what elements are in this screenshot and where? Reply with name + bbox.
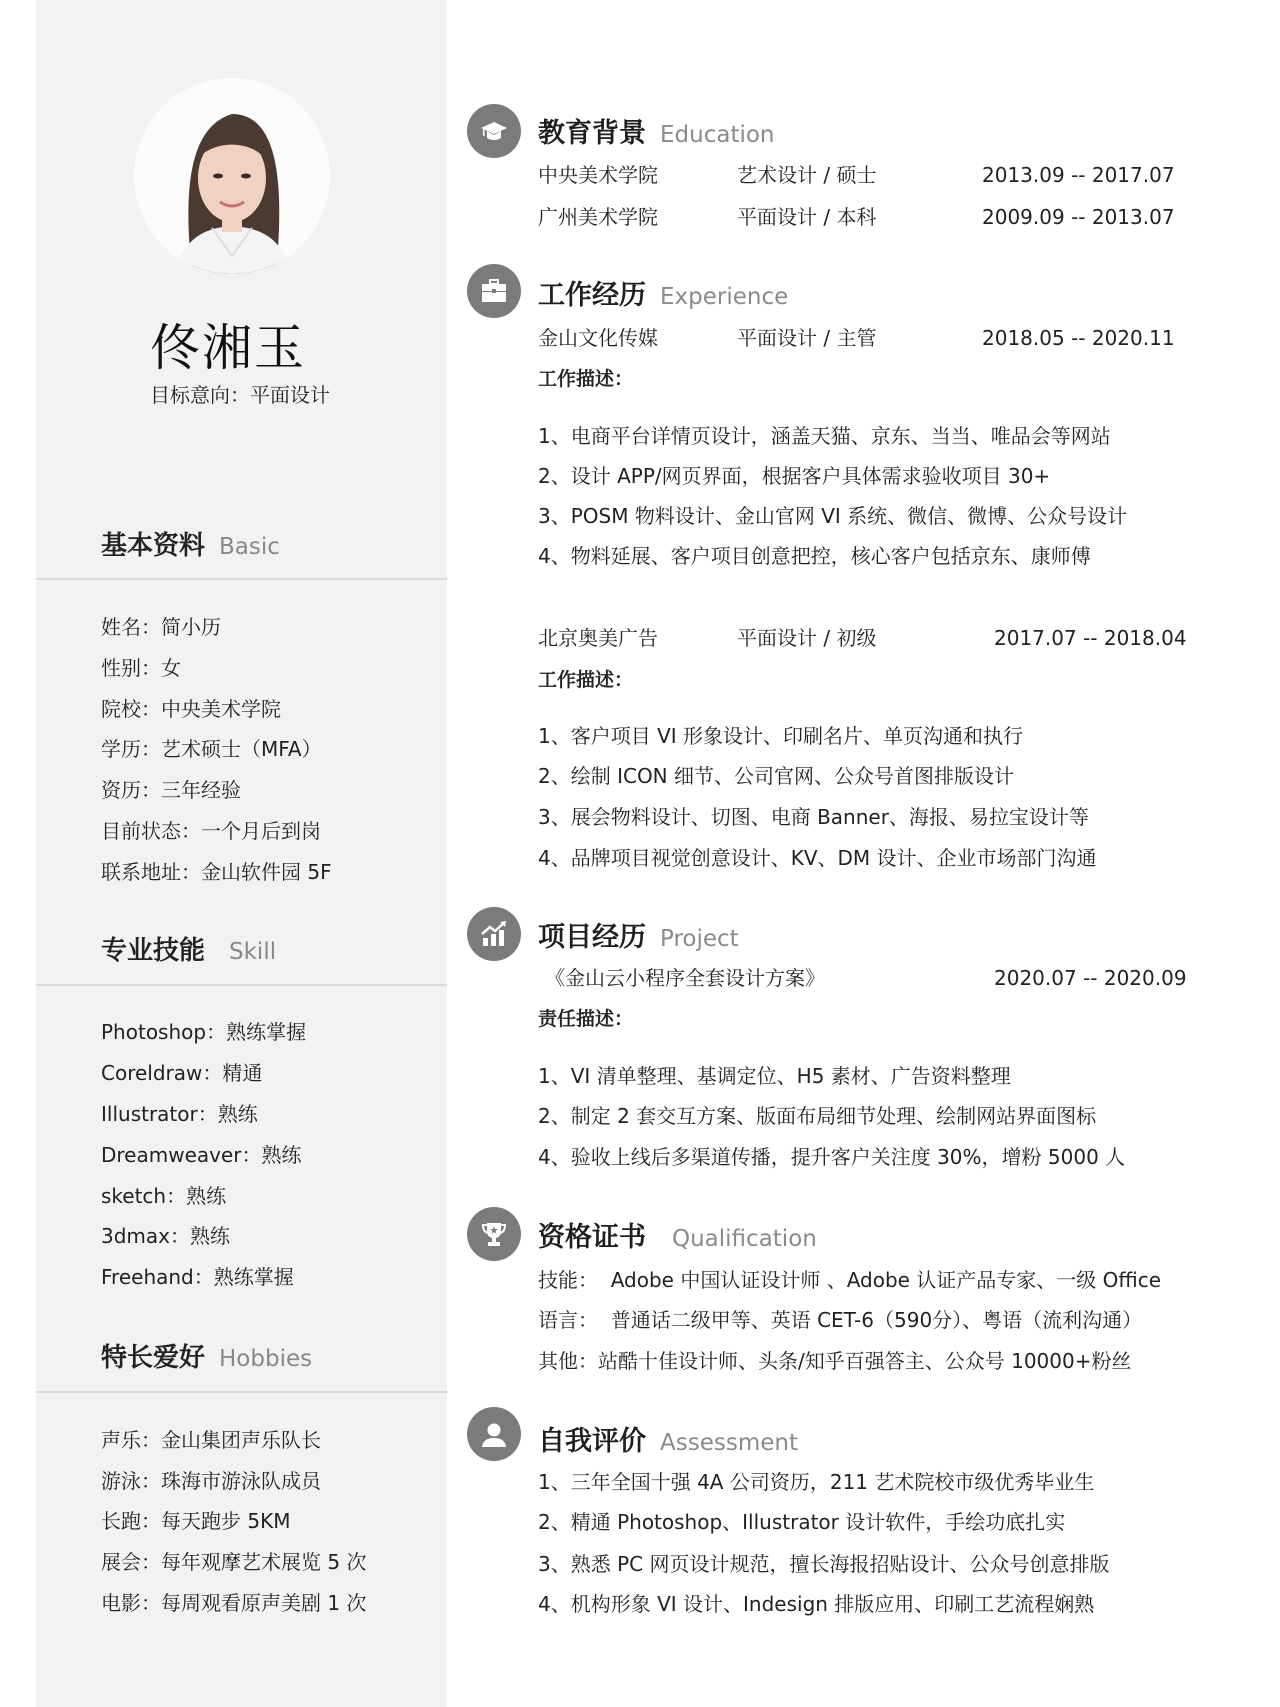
job-company: 金山文化传媒: [538, 326, 658, 350]
basic-item: 联系地址：金山软件园 5F: [101, 860, 332, 884]
target-position: 目标意向：平面设计: [150, 383, 330, 407]
education-date: 2013.09 -- 2017.07: [982, 163, 1175, 187]
job-company: 北京奥美广告: [538, 626, 658, 650]
assessment-heading: [538, 1425, 798, 1460]
basic-item: 学历：艺术硕士（MFA）: [101, 737, 322, 761]
skill-item: Freehand：熟练掌握: [101, 1265, 294, 1289]
job-desc-item: 1、电商平台详情页设计，涵盖天猫、京东、当当、唯品会等网站: [538, 424, 1111, 448]
qualification-heading: [538, 1221, 817, 1256]
chart-growth-icon: [467, 907, 521, 961]
assessment-title-en: Assessment: [660, 1430, 798, 1456]
education-major: 艺术设计 / 硕士: [737, 163, 877, 187]
project-date: 2020.07 -- 2020.09: [994, 966, 1187, 990]
skill-item: Coreldraw：精通: [101, 1061, 263, 1085]
hobby-item: 长跑：每天跑步 5KM: [101, 1509, 291, 1533]
hobbies-divider: [36, 1391, 447, 1393]
hobbies-section-heading: [101, 1341, 312, 1376]
hobbies-title-en: Hobbies: [219, 1346, 313, 1372]
education-school: 中央美术学院: [538, 163, 658, 187]
project-heading: [538, 921, 739, 956]
skill-section-heading: [101, 934, 276, 969]
project-desc-item: 2、制定 2 套交互方案、版面布局细节处理、绘制网站界面图标: [538, 1104, 1097, 1128]
hobby-item: 展会：每年观摩艺术展览 5 次: [101, 1550, 367, 1574]
education-school: 广州美术学院: [538, 205, 658, 229]
job-desc-item: 4、品牌项目视觉创意设计、KV、DM 设计、企业市场部门沟通: [538, 846, 1097, 870]
basic-title: 基本资料: [101, 531, 206, 561]
basic-item: 性别：女: [101, 656, 181, 680]
skill-item: 3dmax：熟练: [101, 1224, 230, 1248]
trophy-icon: [467, 1207, 521, 1261]
assessment-item: 1、三年全国十强 4A 公司资历，211 艺术院校市级优秀毕业生: [538, 1470, 1095, 1494]
job-desc-item: 1、客户项目 VI 形象设计、印刷名片、单页沟通和执行: [538, 724, 1024, 748]
hobby-item: 电影：每周观看原声美剧 1 次: [101, 1591, 367, 1615]
basic-item: 目前状态：一个月后到岗: [101, 819, 321, 843]
skill-divider: [36, 984, 447, 986]
qualification-item: 语言： 普通话二级甲等、英语 CET-6（590分）、粤语（流利沟通）: [538, 1308, 1143, 1332]
job-desc-item: 3、展会物料设计、切图、电商 Banner、海报、易拉宝设计等: [538, 805, 1089, 829]
education-title-en: Education: [660, 122, 775, 148]
education-title: 教育背景: [538, 118, 646, 149]
skill-item: Dreamweaver：熟练: [101, 1143, 302, 1167]
skill-title-en: Skill: [229, 939, 277, 965]
experience-title-en: Experience: [660, 284, 789, 310]
assessment-item: 2、精通 Photoshop、Illustrator 设计软件，手绘功底扎实: [538, 1510, 1066, 1534]
job-desc-item: 2、设计 APP/网页界面，根据客户具体需求验收项目 30+: [538, 464, 1051, 488]
project-name: 《金山云小程序全套设计方案》: [545, 966, 825, 990]
job-desc-item: 2、绘制 ICON 细节、公司官网、公众号首图排版设计: [538, 764, 1015, 788]
hobby-item: 游泳：珠海市游泳队成员: [101, 1469, 321, 1493]
education-major: 平面设计 / 本科: [737, 205, 877, 229]
education-date: 2009.09 -- 2013.07: [982, 205, 1175, 229]
hobbies-title: 特长爱好: [101, 1343, 206, 1373]
job-date: 2018.05 -- 2020.11: [982, 326, 1175, 350]
job-desc-item: 3、POSM 物料设计、金山官网 VI 系统、微信、微博、公众号设计: [538, 504, 1128, 528]
profile-photo: [134, 78, 330, 274]
graduation-cap-icon: [467, 104, 521, 158]
skill-item: Illustrator：熟练: [101, 1102, 258, 1126]
project-title: 项目经历: [538, 922, 646, 953]
qualification-title: 资格证书: [538, 1222, 646, 1253]
basic-section-heading: [101, 529, 280, 564]
qualification-title-en: Qualification: [672, 1226, 817, 1252]
basic-item: 资历：三年经验: [101, 778, 241, 802]
qualification-item: 其他：站酷十佳设计师、头条/知乎百强答主、公众号 10000+粉丝: [538, 1349, 1132, 1373]
basic-title-en: Basic: [219, 534, 280, 560]
skill-title: 专业技能: [101, 936, 206, 966]
education-heading: [538, 117, 775, 152]
project-desc-item: 1、VI 清单整理、基调定位、H5 素材、广告资料整理: [538, 1064, 1011, 1088]
assessment-title: 自我评价: [538, 1426, 646, 1457]
assessment-item: 4、机构形象 VI 设计、Indesign 排版应用、印刷工艺流程娴熟: [538, 1592, 1095, 1616]
hobby-item: 声乐：金山集团声乐队长: [101, 1428, 321, 1452]
job-desc-label: 工作描述：: [538, 368, 634, 390]
briefcase-icon: [467, 264, 521, 318]
experience-title: 工作经历: [538, 280, 646, 311]
job-desc-label: 工作描述：: [538, 669, 634, 691]
project-desc-item: 4、验收上线后多渠道传播，提升客户关注度 30%，增粉 5000 人: [538, 1145, 1126, 1169]
project-desc-label: 责任描述：: [538, 1008, 634, 1030]
skill-item: Photoshop：熟练掌握: [101, 1020, 307, 1044]
assessment-item: 3、熟悉 PC 网页设计规范，擅长海报招贴设计、公众号创意排版: [538, 1552, 1110, 1576]
portrait-image: [134, 78, 330, 274]
basic-item: 姓名：简小历: [101, 615, 221, 639]
job-date: 2017.07 -- 2018.04: [994, 626, 1187, 650]
experience-heading: [538, 279, 788, 314]
skill-item: sketch：熟练: [101, 1184, 227, 1208]
qualification-item: 技能： Adobe 中国认证设计师 、Adobe 认证产品专家、一级 Office: [538, 1268, 1162, 1292]
job-desc-item: 4、物料延展、客户项目创意把控，核心客户包括京东、康师傅: [538, 544, 1091, 568]
basic-divider: [36, 578, 447, 580]
job-role: 平面设计 / 初级: [737, 626, 877, 650]
profile-name: 佟湘玉: [150, 319, 306, 377]
user-icon: [467, 1407, 521, 1461]
basic-item: 院校：中央美术学院: [101, 697, 281, 721]
job-role: 平面设计 / 主管: [737, 326, 877, 350]
project-title-en: Project: [660, 926, 739, 952]
